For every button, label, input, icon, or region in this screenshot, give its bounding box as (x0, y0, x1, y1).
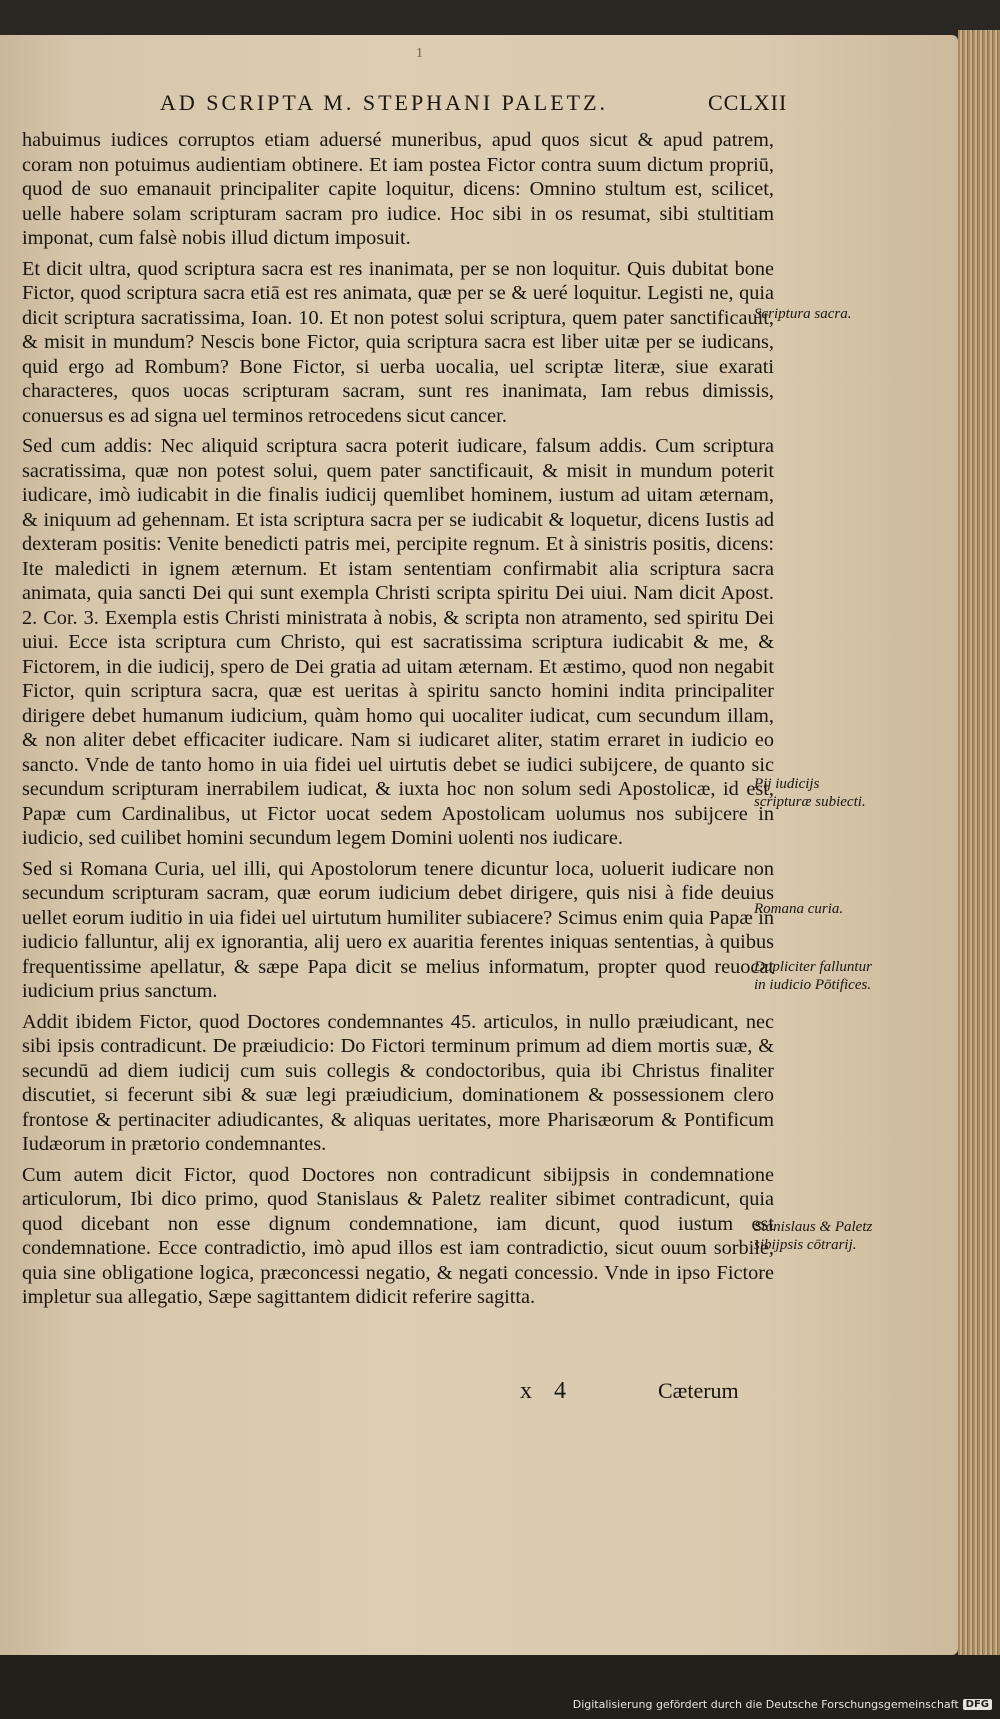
pencil-folio-mark: 1 (416, 46, 423, 61)
margin-note: Pij iudicijs scripturæ subiecti. (754, 776, 866, 810)
paragraph: habuimus iudices corruptos etiam aduersé muneribus, apud quos sicut & apud patrem, coram non potuimus audientiam obtinere. Et iam postea Fictor contra suum dictum propriū, quod de suo emanauit principaliter capite loquitur, dicens: Omnino stultum est, scilicet, uelle habere solam scripturam sacram pro iudice. Hoc sibi in os resumat, sibi stultitiam imponat, cum falsè nobis illud dictum imposuit. (22, 129, 774, 249)
footer-credit (573, 1698, 992, 1711)
margin-note: Romana curia. (754, 901, 844, 917)
folio-number: CCLXII (708, 90, 788, 115)
paragraph: Cum autem dicit Fictor, quod Doctores non contradicunt sibijpsis in condemnatione articulorum, Ibi dico primo, quod Stanislaus & Paletz realiter sibimet contradicunt, quia quod dicebant non esse dignum condemnatione, iam dicunt, quod iustum est condemnatione. Ecce contradictio, imò apud illos est iam contradictio, sicut ouum sorbile, quia sine obligatione logica, præconcessi negatio, & negati concessio. Vnde in ipso Fictore impletur sua allegatio, Sæpe sagittantem didicit referire sagitta. (22, 1163, 774, 1308)
margin-note: Dupliciter falluntur in iudicio Pōtifices. (754, 959, 872, 993)
paragraph: Et dicit ultra, quod scriptura sacra est res inanimata, per se non loquitur. Quis dubitat bone Fictor, quod scriptura sacra etiā est res animata, quæ per se & ueré loquitur. Legisti ne, quia dicit scriptura sacratissima, Ioan. 10. Et non potest solui scriptura, quem pater sanctificauit, & misit in mundum? Nescis bone Fictor, quia scriptura sacra est liber uitæ per se iudicans, quid ergo ad Rombum? Bone Fictor, si uerba uocalia, uel scriptæ literæ, siue exarati characteres, quos uocas scripturam sacram, sunt res inanimata, Iam rebus dimissis, conuersus es ad signa uel terminos retrocedens sicut cancer. (22, 257, 774, 427)
page-edges (958, 30, 1000, 1660)
main-text-block (22, 128, 774, 1310)
catchword: Cæterum (658, 1378, 739, 1403)
paragraph: Addit ibidem Fictor, quod Doctores condemnantes 45. articulos, in nullo præiudicant, nec sibi ipsis contradicunt. De præiudicio: Do Fictori terminum primum ad diem mortis suæ, & secundū ad diem iudicij cum suis collegis & condoctoribus, quia ibi Christus finaliter discutiet, si fecerunt sibi & suæ legi præiudicium, dominationem & possessionem clero frontose & pertinaciter adiudicantes, & aliquas ueritates, more Pharisæorum & Pontificum Iudæorum in prætorio condemnantes. (22, 1010, 774, 1155)
signature-mark: x 4 (520, 1378, 574, 1404)
margin-note: Scriptura sacra. (754, 306, 852, 322)
margin-note: Stanislaus & Paletz sibijpsis cōtrarij. (754, 1219, 873, 1253)
header-title: AD SCRIPTA M. STEPHANI PALETZ. (160, 90, 609, 115)
dfg-logo-icon: DFG (963, 1699, 992, 1710)
funding-note: Digitalisierung gefördert durch die Deutsche Forschungsgemeinschaft (572, 1698, 959, 1711)
paragraph: Sed cum addis: Nec aliquid scriptura sacra poterit iudicare, falsum addis. Cum scriptura sacratissima, quæ non potest solui, quem pater sanctificauit, & misit in mundum poterit iudicare, imò iudicabit in die finalis iudicij quemlibet hominem, iustum ad uitam æternam, & iniquum ad gehennam. Et ista scriptura sacra per se iudicabit & loquetur, dicens Iustis ad dexteram positis: Venite benedicti patris mei, percipite regnum. Et à sinistris positis, dicens: Ite maledicti in ignem æternum. Et istam sententiam confirmabit alia scriptura sacra animata, quia sancti Dei qui sunt exempla Christi scripta spiritu Dei uiui. Nam dicit Apost. 2. Cor. 3. Exempla estis Christi ministrata à nobis, & scripta non atramento, sed spiritu Dei uiui. Ecce ista scriptura cum Christo, qui est sacratissima scriptura iudicabit & me, & Fictorem, in die iudicij, spero de Dei gratia ad uitam æternam. Et æstimo, quod non negabit Fictor, quin scriptura sacra, quæ est ueritas à spiritu sancto homini indita principaliter dirigere debet humanum iudicium, quàm homo qui uocaliter iudicat, cum secundum illam, & non aliter debet efficaciter iudicare. Nam si iudicaret aliter, statim erraret in iudicio eo sancto. Vnde de tanto homo in uia fidei uel uirtutis debet se iudici subijcere, de quanto sic secundum scripturam inerrabilem iudicat, & iuxta hoc non solum sedi Apostolicæ, id est, Papæ cum Cardinalibus, ut Fictor uocat sedem Apostolicam uolumus nos subijcere in iudicio, sed cuilibet homini secundum legem Domini uolenti nos iudicare. (22, 435, 774, 849)
footer-bar (0, 1655, 1000, 1719)
paragraph: Sed si Romana Curia, uel illi, qui Apostolorum tenere dicuntur loca, uoluerit iudicare non secundum scripturam sacram, quæ eorum iudicium debet dirigere, quis nisi à fide deuius uellet eorum iuditio in uia fidei uel uirtutum humiliter subiacere? Scimus enim quia Papæ in iudicio falluntur, alij ex ignorantia, alij uero ex auaritia ferentes iniquas sententias, à quibus frequentissime apellatur, & sæpe Papa dicit se melius informatum, propter quod reuocat iudicium prius sanctum. (22, 857, 774, 1002)
